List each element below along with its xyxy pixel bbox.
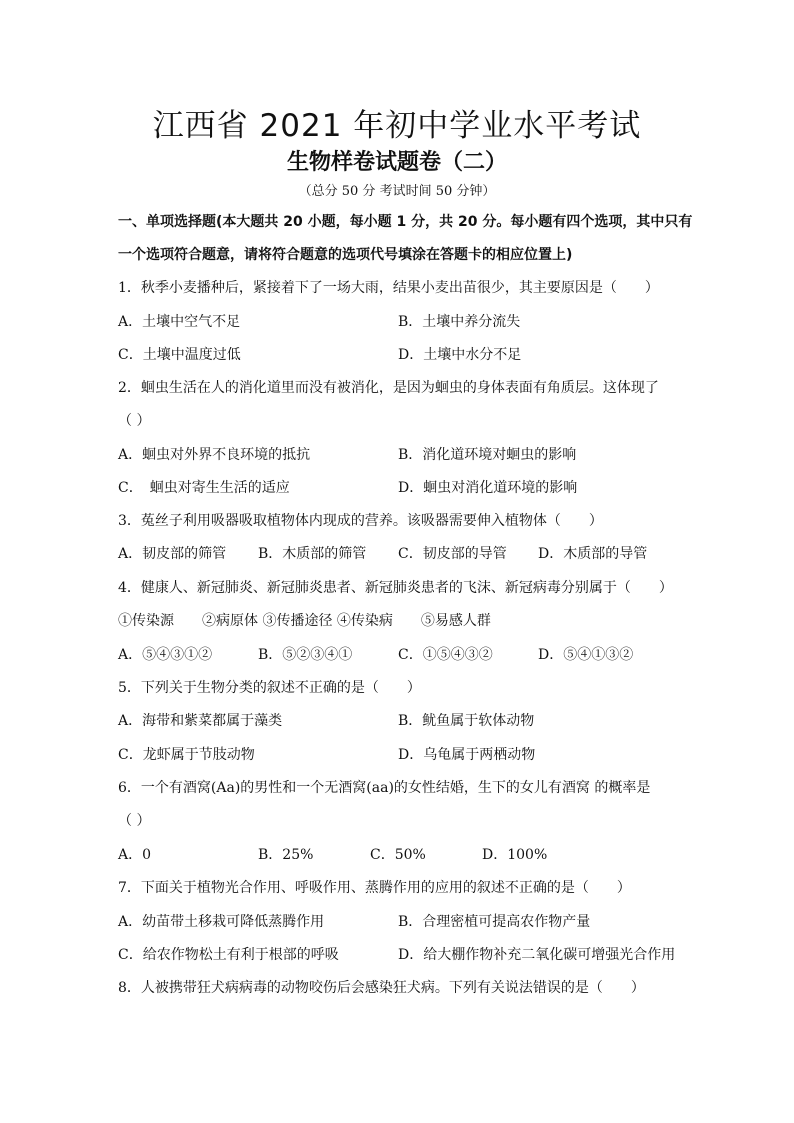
question-3-option-d: D．木质部的导管 (538, 546, 648, 562)
question-4-legend: ①传染源 ②病原体 ③传播途径 ④传染病 ⑤易感人群 (118, 613, 491, 629)
question-2-stem: 2．蛔虫生活在人的消化道里而没有被消化，是因为蛔虫的身体表面有角质层。这体现了 (118, 380, 659, 396)
question-5-stem: 5．下列关于生物分类的叙述不正确的是（ ） (118, 680, 421, 696)
question-1-option-c: C．土壤中温度过低 (118, 347, 241, 363)
question-4-option-d: D．⑤④①③② (538, 647, 634, 663)
question-2-option-a: A．蛔虫对外界不良环境的抵抗 (118, 447, 311, 463)
exam-subtitle: 生物样卷试题卷（二） (286, 150, 507, 175)
question-4-option-a: A．⑤④③①② (118, 647, 213, 663)
question-8-stem: 8．人被携带狂犬病病毒的动物咬伤后会感染狂犬病。下列有关说法错误的是（ ） (118, 980, 645, 996)
exam-title: 江西省 2021 年初中学业水平考试 (152, 108, 642, 144)
question-6-option-d: D．100% (482, 847, 548, 863)
question-6-option-a: A．0 (118, 847, 152, 863)
question-6-option-c: C．50% (370, 847, 426, 863)
question-5-option-b: B．鱿鱼属于软体动物 (398, 713, 535, 729)
question-3-stem: 3．菟丝子利用吸器吸取植物体内现成的营养。该吸器需要伸入植物体（ ） (118, 513, 603, 529)
question-4-option-b: B．⑤②③④① (258, 647, 353, 663)
question-4-option-c: C．①⑤④③② (398, 647, 493, 663)
question-7-option-b: B．合理密植可提高农作物产量 (398, 914, 591, 930)
question-1-option-b: B．土壤中养分流失 (398, 314, 521, 330)
question-7-option-d: D．给大棚作物补充二氧化碳可增强光合作用 (398, 947, 676, 963)
question-2-option-b: B．消化道环境对蛔虫的影响 (398, 447, 577, 463)
question-6-option-b: B．25% (258, 847, 314, 863)
question-3-option-b: B．木质部的筛管 (258, 546, 367, 562)
question-7-stem: 7．下面关于植物光合作用、呼吸作用、蒸腾作用的应用的叙述不正确的是（ ） (118, 880, 631, 896)
question-3-option-a: A．韧皮部的筛管 (118, 546, 227, 562)
question-4-stem: 4．健康人、新冠肺炎、新冠肺炎患者、新冠肺炎患者的飞沫、新冠病毒分别属于（ ） (118, 580, 673, 596)
section-heading-line2: 一个选项符合题意，请将符合题意的选项代号填涂在答题卡的相应位置上) (118, 247, 573, 263)
question-7-option-c: C．给农作物松土有利于根部的呼吸 (118, 947, 339, 963)
question-7-option-a: A．幼苗带土移栽可降低蒸腾作用 (118, 914, 325, 930)
question-2-stem-cont: （ ） (118, 413, 151, 429)
question-6-stem-cont: （ ） (118, 813, 151, 829)
exam-note: （总分 50 分 考试时间 50 分钟） (298, 184, 496, 199)
section-heading-line1: 一、单项选择题(本大题共 20 小题，每小题 1 分，共 20 分。每小题有四个选项，其中只有 (118, 214, 693, 230)
question-2-option-d: D．蛔虫对消化道环境的影响 (398, 480, 578, 496)
question-1-stem: 1．秋季小麦播种后，紧接着下了一场大雨，结果小麦出苗很少，其主要原因是（ ） (118, 280, 659, 296)
question-3-option-c: C．韧皮部的导管 (398, 546, 507, 562)
question-5-option-d: D．乌龟属于两栖动物 (398, 747, 536, 763)
question-1-option-a: A．土壤中空气不足 (118, 314, 241, 330)
question-5-option-a: A．海带和紫菜都属于藻类 (118, 713, 283, 729)
question-6-stem: 6．一个有酒窝(Aa)的男性和一个无酒窝(aa)的女性结婚，生下的女儿有酒窝 的概率是 (118, 780, 651, 796)
question-2-option-c: C． 蛔虫对寄生生活的适应 (118, 480, 290, 496)
question-5-option-c: C．龙虾属于节肢动物 (118, 747, 255, 763)
question-1-option-d: D．土壤中水分不足 (398, 347, 522, 363)
